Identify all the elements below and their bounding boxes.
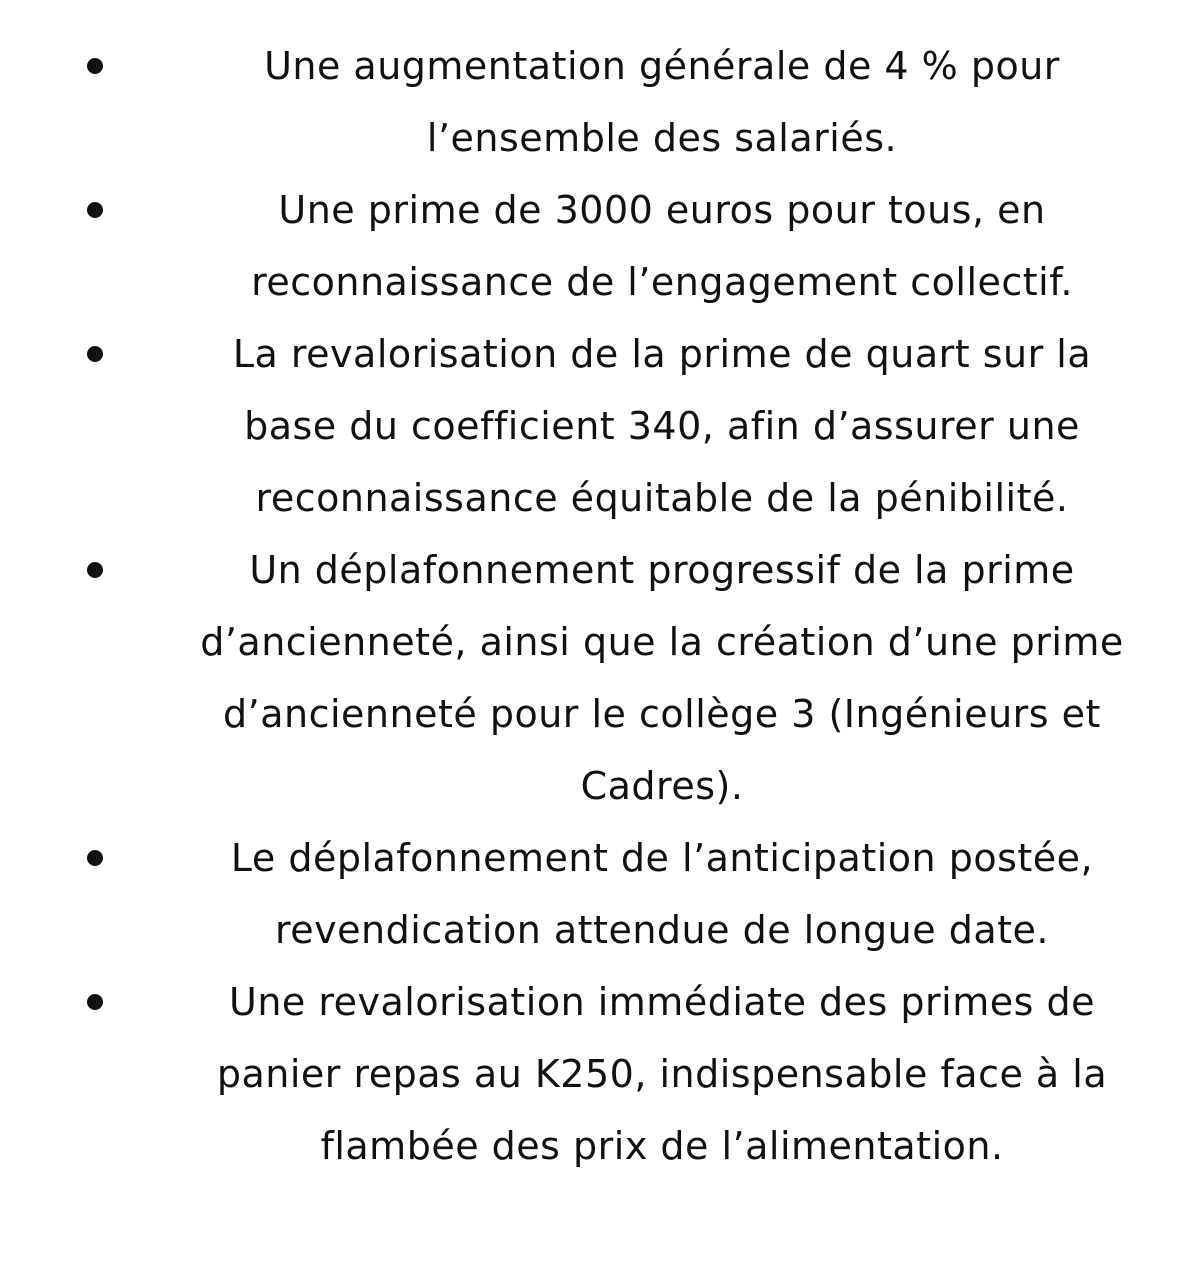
list-item-text: d’ancienneté pour le collège 3 (Ingénieurs et <box>223 692 1101 736</box>
list-item-text: Le déplafonnement de l’anticipation postée, <box>230 836 1094 880</box>
bullet-dot-icon <box>87 346 103 362</box>
list-item <box>0 822 1177 966</box>
list-item-text: revendication attendue de longue date. <box>275 908 1049 952</box>
list-item <box>0 318 1177 534</box>
bullet-dot-icon <box>87 994 103 1010</box>
list-item-text: La revalorisation de la prime de quart sur la <box>232 332 1092 376</box>
list-item-text: panier repas au K250, indispensable face à la <box>216 1052 1108 1096</box>
bullet-dot-icon <box>87 58 103 74</box>
list-item-text: reconnaissance de l’engagement collectif. <box>251 260 1073 304</box>
list-item-text: l’ensemble des salariés. <box>426 116 898 160</box>
bullet-dot-icon <box>87 562 103 578</box>
list-item-text: Une prime de 3000 euros pour tous, en <box>278 188 1046 232</box>
bullet-dot-icon <box>87 202 103 218</box>
bullet-dot-icon <box>87 850 103 866</box>
list-item-text: Une augmentation générale de 4 % pour <box>264 44 1060 88</box>
list-item-text: Cadres). <box>580 764 744 808</box>
list-item <box>0 534 1177 822</box>
list-item-text: d’ancienneté, ainsi que la création d’une prime <box>200 620 1124 664</box>
list-item-text: reconnaissance équitable de la pénibilité. <box>255 476 1069 520</box>
list-item-text: Une revalorisation immédiate des primes de <box>229 980 1095 1024</box>
list-item-text: flambée des prix de l’alimentation. <box>320 1124 1004 1168</box>
list-item-text: base du coefficient 340, afin d’assurer une <box>244 404 1080 448</box>
list-item <box>0 174 1177 318</box>
list-item-text: Un déplafonnement progressif de la prime <box>249 548 1075 592</box>
list-item <box>0 966 1177 1182</box>
demands-bullet-list <box>0 30 1202 1182</box>
list-item <box>0 30 1177 174</box>
